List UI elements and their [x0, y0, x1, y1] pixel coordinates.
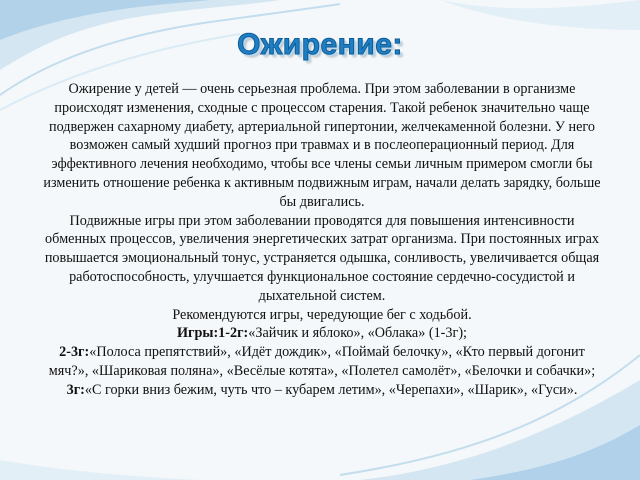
games-paragraph: Подвижные игры при этом заболевании проводятся для повышения интенсивности обменных процессов, увеличения энергетических затрат организма. При постоянных играх повышается эмоциональный тонус, устраняется одышка, сонливость, увеличивается общая работоспособность, улучшается функциональное состояние сердечно-сосудистой и дыхательной систем.: [44, 212, 600, 304]
games-list: «Полоса препятствий», «Идёт дождик», «Поймай белочку», «Кто первый догонит мяч?», «Шариковая поляна», «Весёлые котята», «Полетел самолёт», «Белочки и собачки»;: [48, 344, 596, 379]
games-list: «Зайчик и яблоко», «Облака» (1-3г);: [248, 325, 467, 342]
games-age-label: Игры:1-2г:: [177, 325, 249, 342]
games-line-2-3: [42, 343, 602, 381]
intro-paragraph: Ожирение у детей — очень серьезная проблема. При этом заболевании в организме происходят изменения, сходные с процессом старения. Такой ребенок значительно чаще подвержен сахарному диабету, артериальной гипертонии, желчекаменной болезни. У него возможен самый худший прогноз при травмах и в послеоперационный период. Для эффективного лечения необходимо, чтобы все члены семьи личным примером смогли бы изменить отношение ребенка к активным подвижным играм, начали делать зарядку, больше бы двигались.: [43, 81, 601, 210]
recommendation-line: Рекомендуются игры, чередующие бег с ходьбой.: [172, 306, 472, 323]
slide-body: [42, 80, 602, 400]
games-list: «С горки вниз бежим, чуть что – кубарем летим», «Черепахи», «Шарик», «Гуси».: [84, 381, 578, 398]
games-age-label: 3г:: [66, 381, 85, 398]
games-age-label: 2-3г:: [59, 344, 90, 361]
games-line-1-2: [42, 324, 602, 343]
bottom-left-wave: [0, 460, 200, 480]
top-right-wave: [440, 0, 640, 30]
slide-title: Ожирение:: [237, 28, 403, 61]
games-line-3: [42, 381, 602, 400]
